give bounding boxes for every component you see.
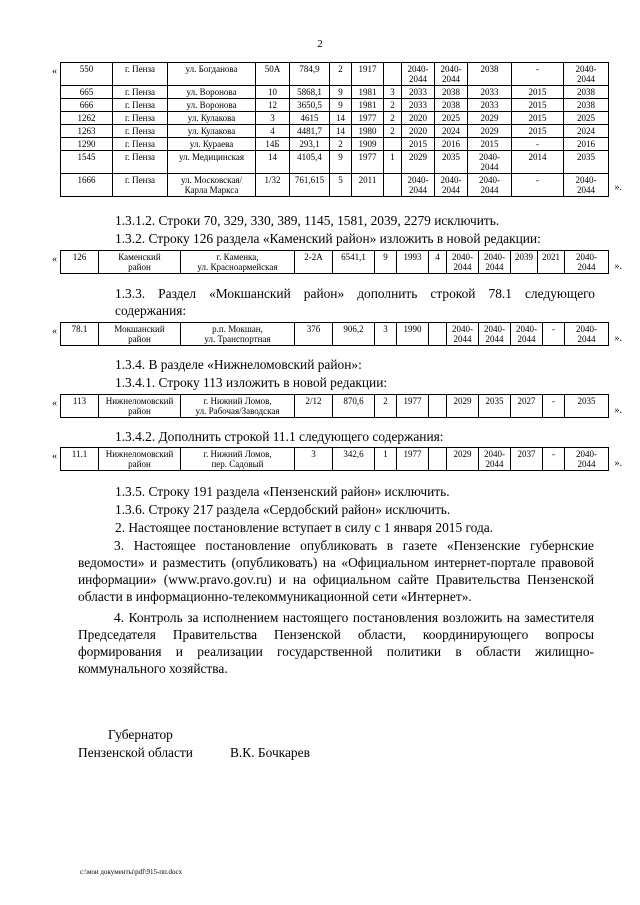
table-cell: 2016	[435, 138, 468, 151]
table-cell: 2029	[468, 112, 512, 125]
table-cell: 2040- 2044	[565, 323, 609, 346]
table-cell	[384, 63, 402, 86]
table-cell: 2015	[402, 138, 435, 151]
table-cell: 1977	[352, 151, 384, 174]
table-cell: 2015	[512, 112, 564, 125]
table-cell: г. Пенза	[113, 63, 168, 86]
table-cell: 4	[256, 125, 290, 138]
para-3: 3. Настоящее постановление опубликовать в газете «Пензенские губернские ведомости» и разместить (опубликовать) на «Официальном интернет-портале правовой информации» (www.pravo.gov.ru) и на официальном сайте Правительства Пензенской области в информационно-телекоммуникационной сети «Интернет».	[78, 538, 594, 604]
table-cell: г. Пенза	[113, 174, 168, 197]
table-row	[61, 138, 609, 151]
table-cell: 2035	[435, 151, 468, 174]
table-cell: ул. Воронова	[168, 99, 256, 112]
table-113-block	[52, 394, 622, 418]
table-cell: 2	[330, 63, 352, 86]
table-cell: 1666	[61, 174, 113, 197]
para-1-3-5: 1.3.5. Строку 191 раздела «Пензенский район» исключить.	[115, 484, 450, 499]
table-cell: ул. Кураева	[168, 138, 256, 151]
table-cell: 2/12	[295, 395, 333, 418]
table-cell: 1977	[397, 448, 429, 471]
table-row	[61, 125, 609, 138]
table-cell: 2	[330, 138, 352, 151]
table-cell: 1977	[397, 395, 429, 418]
table-113	[60, 394, 609, 418]
table-cell: 2040- 2044	[564, 174, 609, 197]
table-cell: Нижнеломовский район	[99, 395, 181, 418]
table-cell: 2027	[511, 395, 543, 418]
table-cell: 870,6	[333, 395, 375, 418]
table-cell: 1290	[61, 138, 113, 151]
main-table-block	[52, 62, 622, 197]
table-cell: 1	[384, 151, 402, 174]
table-cell: 2038	[435, 86, 468, 99]
table-cell: 37б	[295, 323, 333, 346]
table-78-1	[60, 322, 609, 346]
signature-title-line2: Пензенской области	[78, 745, 193, 760]
table-cell: 2040- 2044	[435, 174, 468, 197]
table-cell: -	[512, 63, 564, 86]
table-cell: Нижнеломовский район	[99, 448, 181, 471]
table-cell: 1993	[397, 251, 429, 274]
table-cell: 2040- 2044	[565, 251, 609, 274]
table-cell: -	[512, 174, 564, 197]
para-1-3-1-2: 1.3.1.2. Строки 70, 329, 330, 389, 1145, 1581, 2039, 2279 исключить.	[115, 213, 500, 228]
table-cell: 2040- 2044	[402, 174, 435, 197]
quote-close: ».	[614, 261, 622, 272]
table-cell: 906,2	[333, 323, 375, 346]
table-row	[61, 151, 609, 174]
table-row	[61, 251, 609, 274]
table-cell: 2025	[564, 112, 609, 125]
quote-open: «	[52, 66, 57, 77]
table-126	[60, 250, 609, 274]
table-cell: 113	[61, 395, 99, 418]
table-cell: -	[512, 138, 564, 151]
para-1-3-4-2: 1.3.4.2. Дополнить строкой 11.1 следующего содержания:	[115, 429, 444, 444]
table-cell: 9	[330, 86, 352, 99]
table-cell: г. Пенза	[113, 112, 168, 125]
table-cell: г. Нижний Ломов, ул. Рабочая/Заводская	[181, 395, 295, 418]
table-cell: г. Пенза	[113, 99, 168, 112]
table-cell: 1990	[397, 323, 429, 346]
table-11-1	[60, 447, 609, 471]
table-cell: 1980	[352, 125, 384, 138]
quote-open: «	[52, 254, 57, 265]
table-cell: 2021	[538, 251, 565, 274]
table-cell: -	[543, 448, 565, 471]
table-cell: 2040- 2044	[479, 251, 511, 274]
table-cell: 2	[384, 99, 402, 112]
table-cell: 14Б	[256, 138, 290, 151]
quote-close: ».	[614, 458, 622, 469]
table-cell: 666	[61, 99, 113, 112]
table-cell: 2038	[468, 63, 512, 86]
para-1-3-2: 1.3.2. Строку 126 раздела «Каменский район» изложить в новой редакции:	[115, 231, 541, 246]
table-cell: 4481,7	[290, 125, 330, 138]
table-cell: 2033	[468, 86, 512, 99]
table-78-1-block	[52, 322, 622, 346]
quote-close: ».	[614, 182, 622, 193]
table-cell: 3650,5	[290, 99, 330, 112]
table-cell: 2035	[479, 395, 511, 418]
table-cell: ул. Кулакова	[168, 112, 256, 125]
table-cell: 2038	[435, 99, 468, 112]
table-cell: 1917	[352, 63, 384, 86]
table-cell: 9	[330, 151, 352, 174]
table-cell: 1263	[61, 125, 113, 138]
table-cell: Каменский район	[99, 251, 181, 274]
table-cell	[384, 138, 402, 151]
main-table	[60, 62, 609, 197]
table-cell: 1/32	[256, 174, 290, 197]
table-cell: 3	[384, 86, 402, 99]
para-2: 2. Настоящее постановление вступает в силу с 1 января 2015 года.	[115, 520, 494, 535]
table-cell: 2015	[512, 125, 564, 138]
table-cell: р.п. Мокшан, ул. Транспортная	[181, 323, 295, 346]
table-row	[61, 86, 609, 99]
table-cell: 2024	[435, 125, 468, 138]
table-cell: 2040- 2044	[447, 251, 479, 274]
table-cell: 1977	[352, 112, 384, 125]
table-cell: 9	[330, 99, 352, 112]
table-cell: -	[543, 323, 565, 346]
table-row	[61, 448, 609, 471]
table-cell: 2025	[435, 112, 468, 125]
quote-open: «	[52, 451, 57, 462]
table-cell: 2029	[468, 125, 512, 138]
table-cell: 2015	[512, 86, 564, 99]
table-cell: 10	[256, 86, 290, 99]
table-cell: 6541,1	[333, 251, 375, 274]
table-cell: 550	[61, 63, 113, 86]
table-cell: ул. Кулакова	[168, 125, 256, 138]
table-cell: 2015	[512, 99, 564, 112]
quote-close: ».	[614, 405, 622, 416]
quote-open: «	[52, 398, 57, 409]
table-126-block	[52, 250, 622, 274]
table-cell: 2	[384, 125, 402, 138]
table-cell: 14	[330, 112, 352, 125]
table-cell: 2029	[447, 395, 479, 418]
table-cell	[384, 174, 402, 197]
table-cell: 3	[375, 323, 397, 346]
table-cell: 3	[256, 112, 290, 125]
table-cell: 2014	[512, 151, 564, 174]
table-cell: 1	[375, 448, 397, 471]
table-cell: 2011	[352, 174, 384, 197]
table-cell: 1981	[352, 86, 384, 99]
table-cell: 2040- 2044	[479, 323, 511, 346]
table-cell: 1545	[61, 151, 113, 174]
table-cell: г. Нижний Ломов, пер. Садовый	[181, 448, 295, 471]
table-cell: 11.1	[61, 448, 99, 471]
table-cell: 2	[384, 112, 402, 125]
table-cell: г. Каменка, ул. Красноармейская	[181, 251, 295, 274]
table-cell: 342,6	[333, 448, 375, 471]
table-cell: 2035	[564, 151, 609, 174]
table-cell: 2	[375, 395, 397, 418]
table-cell: 2033	[468, 99, 512, 112]
table-cell: 2040- 2044	[565, 448, 609, 471]
signature-title-line1: Губернатор	[108, 727, 173, 742]
table-cell: 2020	[402, 125, 435, 138]
table-cell: 2020	[402, 112, 435, 125]
table-cell: ул. Воронова	[168, 86, 256, 99]
para-4: 4. Контроль за исполнением настоящего постановления возложить на заместителя Председателя Правительства Пензенской области, координирующего вопросы формирования и реализации государственной политики в области жилищно-коммунального хозяйства.	[78, 610, 594, 676]
table-cell: 293,1	[290, 138, 330, 151]
table-row	[61, 99, 609, 112]
table-cell: -	[543, 395, 565, 418]
table-cell: Мокшанский район	[99, 323, 181, 346]
quote-close: ».	[614, 333, 622, 344]
table-cell: 2038	[564, 86, 609, 99]
table-cell: 2040- 2044	[564, 63, 609, 86]
table-cell: 1909	[352, 138, 384, 151]
table-cell: 4	[429, 251, 447, 274]
para-1-3-3: 1.3.3. Раздел «Мокшанский район» дополнить строкой 78.1 следующего содержания:	[115, 286, 595, 318]
table-cell: г. Пенза	[113, 86, 168, 99]
table-cell: 2039	[511, 251, 538, 274]
table-cell: 2-2А	[295, 251, 333, 274]
table-cell: 2040- 2044	[468, 174, 512, 197]
table-row	[61, 323, 609, 346]
table-cell: 2040- 2044	[511, 323, 543, 346]
table-row	[61, 63, 609, 86]
page-number: 2	[317, 38, 323, 50]
table-cell: 2033	[402, 99, 435, 112]
table-cell: г. Пенза	[113, 125, 168, 138]
table-row	[61, 174, 609, 197]
table-cell: 2024	[564, 125, 609, 138]
table-cell: 4105,4	[290, 151, 330, 174]
table-cell: 5868,1	[290, 86, 330, 99]
table-cell: 2040- 2044	[479, 448, 511, 471]
table-cell: ул. Богданова	[168, 63, 256, 86]
table-cell: г. Пенза	[113, 138, 168, 151]
table-cell	[429, 323, 447, 346]
table-cell: 665	[61, 86, 113, 99]
table-cell: 3	[295, 448, 333, 471]
table-cell: 1262	[61, 112, 113, 125]
table-cell: 12	[256, 99, 290, 112]
table-cell: 2029	[447, 448, 479, 471]
table-cell: 784,9	[290, 63, 330, 86]
table-cell: 2040- 2044	[447, 323, 479, 346]
table-cell: 761,615	[290, 174, 330, 197]
table-cell: 9	[375, 251, 397, 274]
para-1-3-6: 1.3.6. Строку 217 раздела «Сердобский район» исключить.	[115, 502, 451, 517]
table-cell: 2037	[511, 448, 543, 471]
footer-file-path: c:\мои документы\pdf\915-пп.docx	[80, 868, 183, 876]
table-cell: 4615	[290, 112, 330, 125]
table-cell: 14	[256, 151, 290, 174]
table-cell	[429, 448, 447, 471]
table-cell: 2040- 2044	[468, 151, 512, 174]
table-cell: ул. Медицинская	[168, 151, 256, 174]
table-cell: 2029	[402, 151, 435, 174]
table-cell: 2033	[402, 86, 435, 99]
table-cell: 2038	[564, 99, 609, 112]
table-cell: 2040- 2044	[435, 63, 468, 86]
table-cell: 5	[330, 174, 352, 197]
table-cell: 14	[330, 125, 352, 138]
table-cell: 2040- 2044	[402, 63, 435, 86]
table-row	[61, 395, 609, 418]
table-cell: г. Пенза	[113, 151, 168, 174]
table-cell: 126	[61, 251, 99, 274]
para-1-3-4-1: 1.3.4.1. Строку 113 изложить в новой редакции:	[115, 375, 388, 390]
table-cell: 78.1	[61, 323, 99, 346]
quote-open: «	[52, 326, 57, 337]
table-cell: 2035	[565, 395, 609, 418]
para-1-3-4: 1.3.4. В разделе «Нижнеломовский район»:	[115, 357, 362, 372]
signature-name: В.К. Бочкарев	[230, 745, 310, 760]
table-row	[61, 112, 609, 125]
table-cell: 2016	[564, 138, 609, 151]
table-11-1-block	[52, 447, 622, 471]
table-cell: ул. Московская/ Карла Маркса	[168, 174, 256, 197]
table-cell: 2015	[468, 138, 512, 151]
table-cell	[429, 395, 447, 418]
table-cell: 1981	[352, 99, 384, 112]
table-cell: 50А	[256, 63, 290, 86]
